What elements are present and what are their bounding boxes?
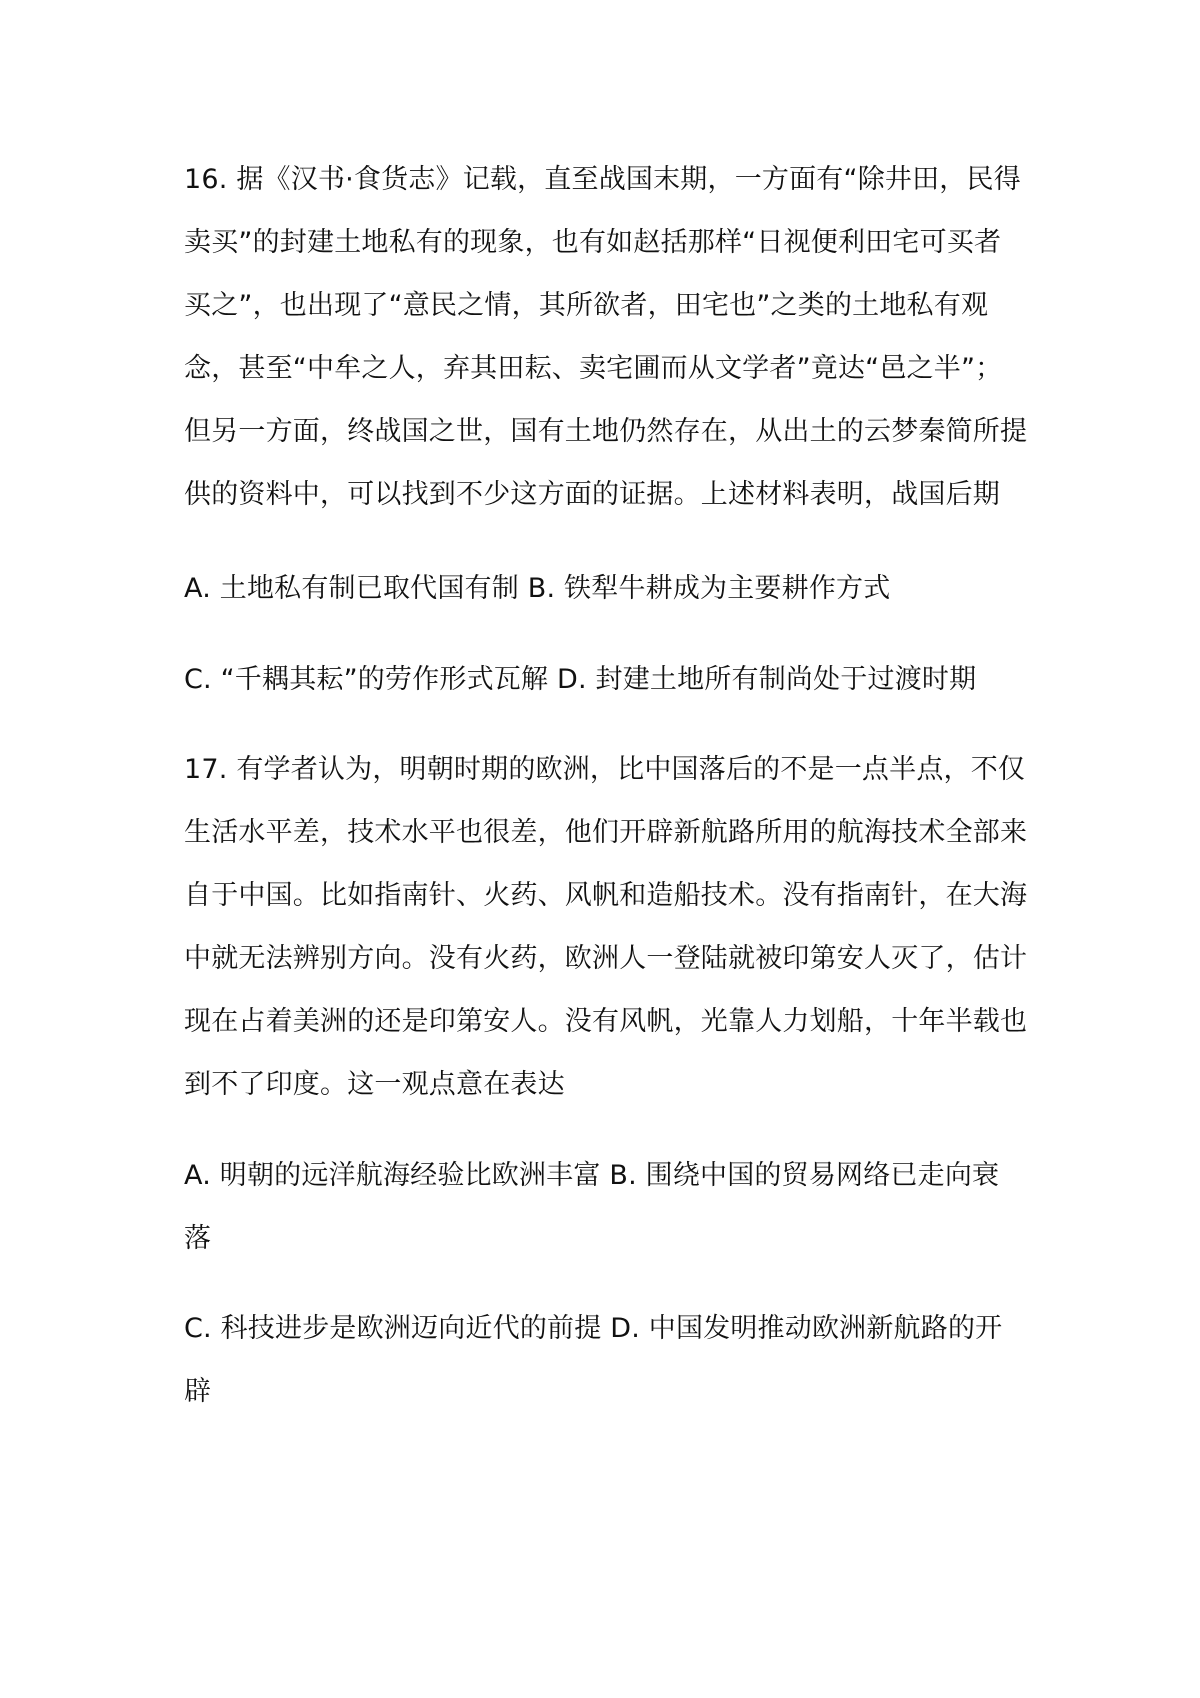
question-17-options-ab-line-1: A. 明朝的远洋航海经验比欧洲丰富 B. 围绕中国的贸易网络已走向衰 <box>184 1160 1000 1191</box>
question-17-options-ab-line-2: 落 <box>184 1223 212 1254</box>
question-16-options-cd-line-1: C. “千耦其耘”的劳作形式瓦解 D. 封建土地所有制尚处于过渡时期 <box>184 664 977 695</box>
question-16-options-cd <box>184 648 1034 711</box>
question-17-stem <box>184 738 1034 1116</box>
question-17-line-1: 17. 有学者认为，明朝时期的欧洲，比中国落后的不是一点半点，不仅 <box>184 754 1026 785</box>
question-16-line-2: 卖买”的封建土地私有的现象，也有如赵括那样“日视便利田宅可买者 <box>184 227 1002 258</box>
question-17-options-ab <box>184 1144 1034 1270</box>
question-16-line-5: 但另一方面，终战国之世，国有土地仍然存在，从出土的云梦秦简所提 <box>184 416 1028 447</box>
question-17-options-cd-line-1: C. 科技进步是欧洲迈向近代的前提 D. 中国发明推动欧洲新航路的开 <box>184 1313 1003 1344</box>
question-17-options-cd <box>184 1297 1034 1423</box>
question-17-line-6: 到不了印度。这一观点意在表达 <box>184 1069 565 1100</box>
question-17-line-5: 现在占着美洲的还是印第安人。没有风帆，光靠人力划船，十年半载也 <box>184 1006 1028 1037</box>
question-17-options-cd-line-2: 辟 <box>184 1376 212 1407</box>
question-16-line-6: 供的资料中，可以找到不少这方面的证据。上述材料表明，战国后期 <box>184 479 1000 510</box>
question-17-line-2: 生活水平差，技术水平也很差，他们开辟新航路所用的航海技术全部来 <box>184 817 1028 848</box>
question-17-line-4: 中就无法辨别方向。没有火药，欧洲人一登陆就被印第安人灭了，估计 <box>184 943 1028 974</box>
question-16-options-ab-line-1: A. 土地私有制已取代国有制 B. 铁犁牛耕成为主要耕作方式 <box>184 573 891 604</box>
question-16-stem <box>184 148 1034 526</box>
question-16-line-4: 念，甚至“中牟之人，弃其田耘、卖宅圃而从文学者”竟达“邑之半”； <box>184 353 1003 384</box>
question-16-options-ab <box>184 557 1034 620</box>
question-16-line-1: 16. 据《汉书·食货志》记载，直至战国末期，一方面有“除井田，民得 <box>184 164 1021 195</box>
question-16-line-3: 买之”，也出现了“意民之情，其所欲者，田宅也”之类的土地私有观 <box>184 290 989 321</box>
question-17-line-3: 自于中国。比如指南针、火药、风帆和造船技术。没有指南针，在大海 <box>184 880 1028 911</box>
